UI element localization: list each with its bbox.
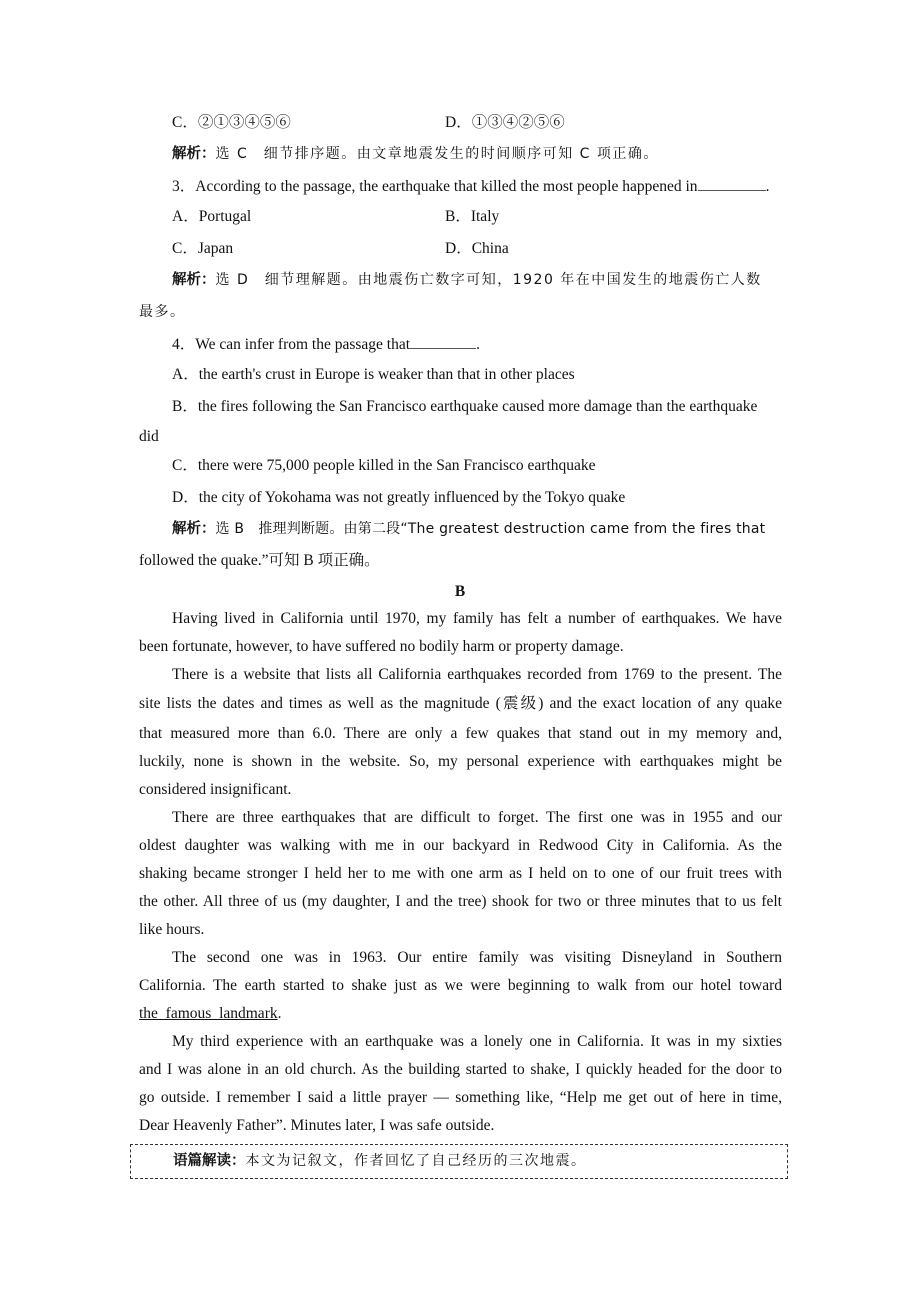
q2-option-row	[172, 113, 782, 133]
q2-option-d	[445, 113, 565, 133]
analysis-label: 解析：	[172, 146, 216, 162]
section-heading-b: B	[454, 583, 466, 600]
option-text: the earth's crust in Europe is weaker than that in other places	[198, 366, 575, 383]
p2-line4: luckily, none is shown in the website. So, my personal experience with earthquakes might be	[139, 753, 782, 770]
option-text: there were 75,000 people killed in the San Francisco earthquake	[197, 457, 596, 474]
summary-label: 语篇解读：	[173, 1153, 246, 1169]
q3-stem	[172, 176, 782, 197]
option-text: Italy	[470, 208, 500, 225]
q3-option-a	[172, 208, 251, 225]
answer-blank	[410, 334, 476, 349]
q4-stem	[172, 334, 782, 355]
option-letter: C．	[172, 240, 198, 257]
q4-option-b	[172, 397, 782, 417]
q3-option-d	[445, 239, 509, 259]
q3-analysis-line1	[172, 270, 782, 290]
paragraph-text: site lists the dates and times as well as the magnitude (震级) and the exact location of any quake	[139, 695, 782, 712]
q4-analysis-line1	[172, 519, 782, 539]
q4-option-c	[172, 456, 782, 476]
underlined-phrase: the_famous_landmark	[139, 1005, 278, 1022]
p5-line3: go outside. I remember I said a little prayer — something like, “Help me get out of here in time,	[139, 1089, 782, 1106]
p4-line1: The second one was in 1963. Our entire family was visiting Disneyland in Southern	[172, 949, 782, 966]
option-text: Japan	[197, 240, 234, 257]
q4-analysis-line2	[139, 551, 782, 571]
option-letter: C．	[172, 457, 198, 474]
option-letter: D．	[445, 114, 472, 131]
summary-box	[130, 1144, 788, 1179]
analysis-text: 选 D 细节理解题。由地震伤亡数字可知，1920 年在中国发生的地震伤亡人数	[215, 272, 762, 288]
option-letter: A．	[172, 208, 199, 225]
p4-line2: California. The earth started to shake just as we were beginning to walk from our hotel toward	[139, 977, 782, 994]
option-text: the city of Yokohama was not greatly influenced by the Tokyo quake	[198, 489, 626, 506]
analysis-text: 最多。	[139, 304, 186, 320]
q4-option-a	[172, 365, 782, 385]
summary-text: 本文为记叙文，作者回忆了自己经历的三次地震。	[245, 1153, 587, 1169]
stem-end: .	[765, 178, 770, 195]
p3-line3: shaking became stronger I held her to me with one arm as I held on to one of our fruit trees with	[139, 865, 782, 882]
q4-option-d	[172, 488, 782, 508]
option-letter: B．	[172, 398, 198, 415]
option-text: the fires following the San Francisco earthquake caused more damage than the earthquake	[197, 398, 758, 415]
summary-line	[173, 1151, 587, 1171]
p3-line1: There are three earthquakes that are difficult to forget. The first one was in 1955 and our	[172, 809, 782, 826]
p2-line2	[139, 694, 782, 714]
q3-option-row-2	[172, 239, 782, 259]
analysis-text: 选 C 细节排序题。由文章地震发生的时间顺序可知 C 项正确。	[215, 146, 659, 162]
punctuation: .	[277, 1005, 282, 1022]
option-text: China	[471, 240, 509, 257]
question-stem: 3．According to the passage, the earthquake that killed the most people happened in	[172, 178, 698, 195]
p3-line2: oldest daughter was walking with me in our backyard in Redwood City in California. As the	[139, 837, 782, 854]
stem-end: .	[476, 336, 480, 353]
option-letter: A．	[172, 366, 199, 383]
answer-blank	[698, 176, 766, 191]
option-text: did	[139, 428, 159, 445]
option-text: ②①③④⑤⑥	[197, 114, 291, 131]
p5-line4: Dear Heavenly Father”. Minutes later, I was safe outside.	[139, 1117, 495, 1134]
option-letter: D．	[445, 240, 472, 257]
option-letter: B．	[445, 208, 471, 225]
p2-line3: that measured more than 6.0. There are only a few quakes that stand out in my memory and,	[139, 725, 782, 742]
q2-analysis	[172, 144, 782, 164]
q4-option-b-cont	[139, 427, 782, 447]
p1-line1: Having lived in California until 1970, my family has felt a number of earthquakes. We have	[172, 610, 782, 627]
analysis-text: 选 B 推理判断题。由第二段“The greatest destruction came from the fires that	[215, 521, 766, 537]
q3-option-b	[445, 207, 499, 227]
option-letter: C．	[172, 114, 198, 131]
p2-line5: considered insignificant.	[139, 781, 292, 798]
p5-line1: My third experience with an earthquake was a lonely one in California. It was in my sixties	[172, 1033, 782, 1050]
question-stem: 4．We can infer from the passage that	[172, 336, 411, 353]
q2-option-c	[172, 114, 291, 131]
analysis-label: 解析：	[172, 272, 216, 288]
p4-line3	[139, 1004, 782, 1024]
p1-line2: been fortunate, however, to have suffered no bodily harm or property damage.	[139, 638, 624, 655]
analysis-label: 解析：	[172, 521, 216, 537]
option-text: Portugal	[198, 208, 252, 225]
q3-option-c	[172, 240, 233, 257]
p2-line1: There is a website that lists all California earthquakes recorded from 1769 to the present. The	[172, 666, 782, 683]
q3-option-row-1	[172, 207, 782, 227]
p5-line2: and I was alone in an old church. As the building started to shake, I quickly headed for the door to	[139, 1061, 782, 1078]
p3-line5: like hours.	[139, 921, 205, 938]
q3-analysis-line2	[139, 302, 782, 322]
p3-line4: the other. All three of us (my daughter, I and the tree) shook for two or three minutes that to us felt	[139, 893, 782, 910]
option-text: ①③④②⑤⑥	[471, 114, 565, 131]
analysis-text: followed the quake.”可知 B 项正确。	[139, 552, 380, 569]
option-letter: D．	[172, 489, 199, 506]
